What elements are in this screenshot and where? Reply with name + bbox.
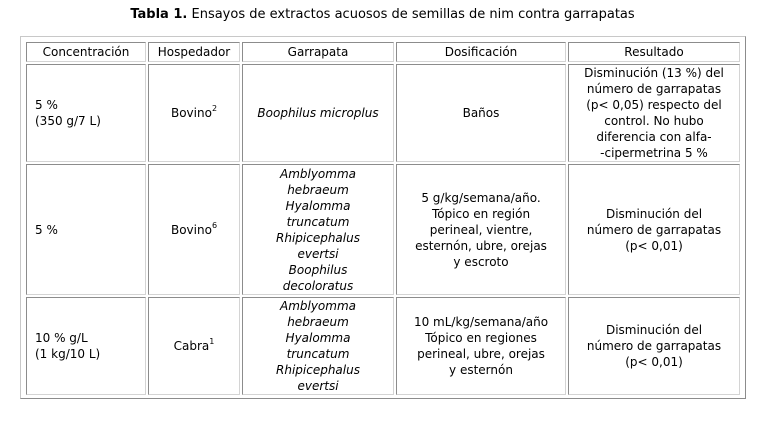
cell-line: 5 %: [35, 98, 58, 112]
cell-line: Disminución del: [605, 206, 703, 221]
cell-resultado: [568, 297, 740, 395]
table-caption: [0, 6, 765, 23]
cell-line: perineal, vientre,: [429, 222, 533, 237]
cell-line: perineal, ubre, orejas: [417, 347, 545, 361]
cell-dosificacion: [396, 164, 566, 295]
cell-line: Baños: [462, 106, 500, 120]
cell-line: hebraeum: [287, 315, 349, 329]
cell-line: -cipermetrina 5 %: [600, 146, 708, 160]
host-reference: 6: [211, 220, 218, 230]
cell-line: Hyalomma: [285, 198, 351, 213]
cell-line: Tópico en región: [431, 206, 531, 221]
cell-line: número de garrapatas: [586, 222, 722, 237]
caption-text: Ensayos de extractos acuosos de semillas de nim contra garrapatas: [191, 7, 635, 22]
cell-line: (1 kg/10 L): [35, 347, 101, 361]
cell-concentracion: [26, 64, 146, 162]
host-reference: 2: [211, 104, 218, 113]
cell-line: truncatum: [286, 347, 350, 361]
cell-line: control. No hubo: [604, 114, 704, 128]
caption-label: Tabla 1.: [130, 7, 188, 22]
cell-dosificacion: [396, 297, 566, 395]
cell-hospedador: [148, 64, 240, 162]
cell-line: número de garrapatas: [586, 82, 722, 96]
host-reference: 1: [209, 337, 215, 346]
cell-line: Disminución del: [605, 323, 703, 337]
header-dosificacion: Dosificación: [396, 42, 566, 62]
cell-line: Rhipicephalus: [276, 363, 360, 377]
cell-line: diferencia con alfa-: [596, 130, 712, 144]
cell-line: evertsi: [297, 379, 339, 393]
table-row: [26, 164, 740, 295]
results-table: [24, 40, 742, 397]
cell-garrapata: [242, 64, 394, 162]
cell-line: evertsi: [297, 246, 339, 261]
cell-line: decoloratus: [282, 278, 354, 293]
header-row: [26, 42, 740, 62]
cell-line: (p< 0,01): [625, 355, 683, 369]
cell-line: número de garrapatas: [586, 339, 722, 353]
cell-line: truncatum: [286, 214, 350, 229]
host-name: Cabra: [173, 339, 210, 353]
cell-hospedador: [148, 297, 240, 395]
cell-line: 5 g/kg/semana/año.: [421, 190, 541, 205]
cell-concentracion: [26, 164, 146, 295]
table-row: [26, 297, 740, 395]
cell-line: Amblyomma: [279, 299, 357, 313]
cell-line: Boophilus: [288, 262, 348, 277]
cell-line: (350 g/7 L): [35, 114, 101, 128]
cell-line: 10 % g/L: [35, 331, 88, 345]
cell-hospedador: [148, 164, 240, 295]
cell-line: 10 mL/kg/semana/año: [413, 315, 549, 329]
cell-line: esternón, ubre, orejas: [415, 238, 547, 253]
header-hospedador: Hospedador: [148, 42, 240, 62]
cell-garrapata: [242, 164, 394, 295]
cell-line: Hyalomma: [285, 331, 351, 345]
table-row: [26, 64, 740, 162]
table-frame: [20, 36, 746, 399]
cell-resultado: [568, 164, 740, 295]
cell-line: Boophilus microplus: [257, 106, 379, 120]
cell-line: y escroto: [453, 254, 509, 269]
cell-line: Disminución (13 %) del: [584, 66, 724, 80]
cell-concentracion: [26, 297, 146, 395]
header-resultado: Resultado: [568, 42, 740, 62]
cell-line: hebraeum: [287, 182, 349, 197]
cell-dosificacion: [396, 64, 566, 162]
cell-line: Rhipicephalus: [276, 230, 360, 245]
cell-line: 5 %: [35, 222, 58, 237]
cell-line: Amblyomma: [279, 166, 357, 181]
cell-resultado: [568, 64, 740, 162]
header-concentracion: Concentración: [26, 42, 146, 62]
host-name: Bovino: [170, 106, 212, 120]
cell-line: Tópico en regiones: [425, 331, 537, 345]
header-garrapata: Garrapata: [242, 42, 394, 62]
cell-line: (p< 0,01): [625, 238, 683, 253]
cell-garrapata: [242, 297, 394, 395]
cell-line: (p< 0,05) respecto del: [586, 98, 722, 112]
cell-line: y esternón: [449, 363, 513, 377]
host-name: Bovino: [170, 222, 212, 237]
